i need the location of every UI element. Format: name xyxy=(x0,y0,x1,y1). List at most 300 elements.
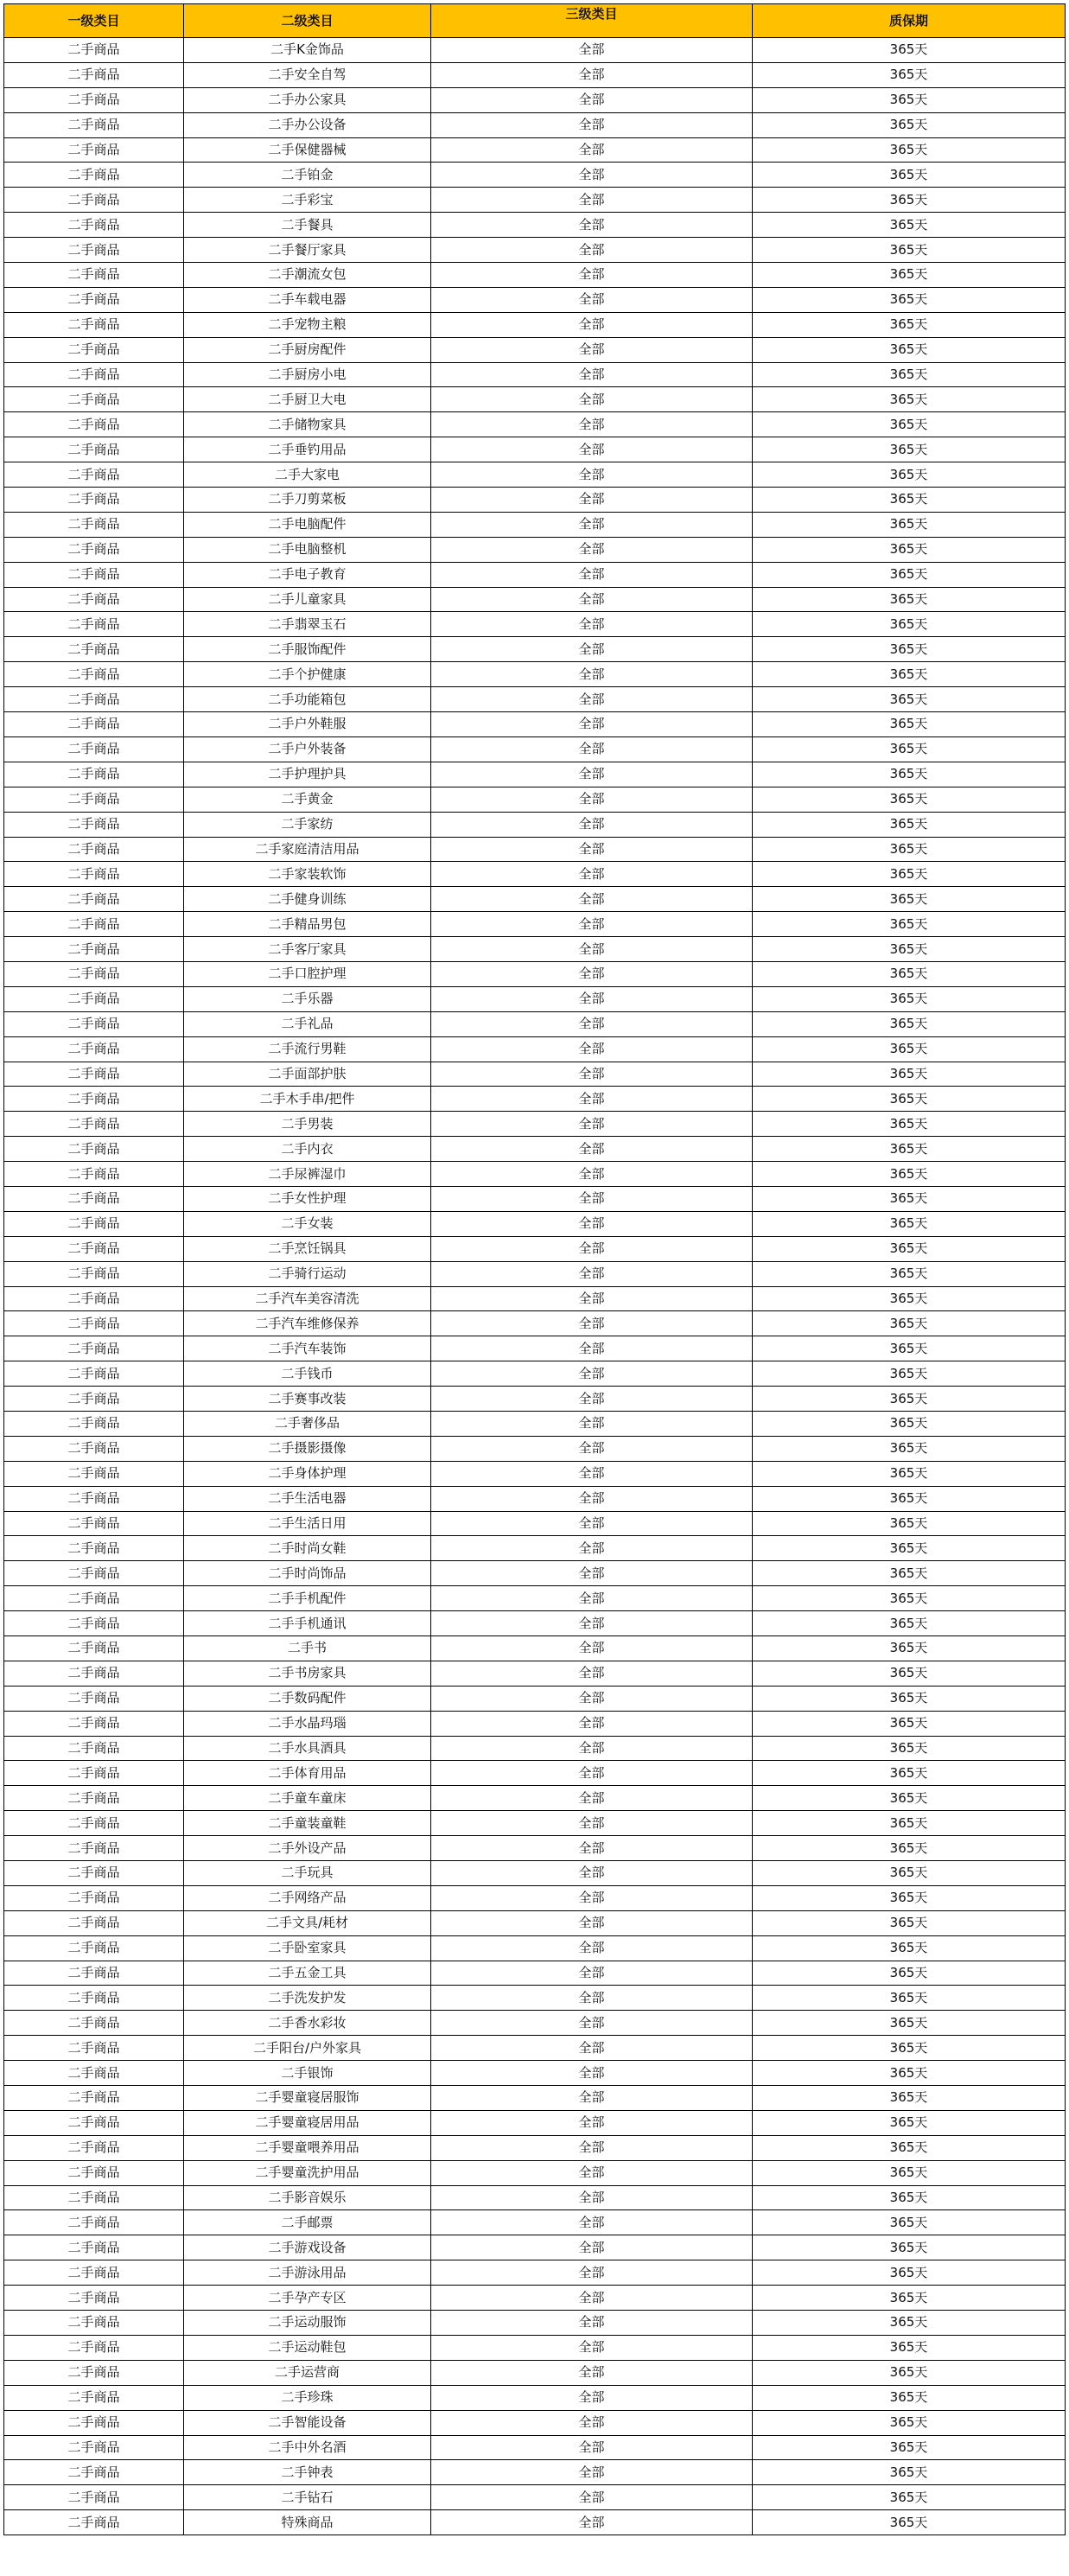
table-row xyxy=(4,112,1066,137)
cell-level1-category: 二手商品 xyxy=(4,2311,184,2336)
table-row xyxy=(4,137,1066,163)
cell-level3-category: 全部 xyxy=(431,2435,753,2460)
cell-warranty-period: 365天 xyxy=(753,1436,1066,1461)
cell-level2-category: 二手书 xyxy=(184,1636,431,1661)
cell-level3-category: 全部 xyxy=(431,1137,753,1162)
cell-warranty-period: 365天 xyxy=(753,762,1066,787)
cell-level1-category: 二手商品 xyxy=(4,2235,184,2260)
cell-level2-category: 二手钟表 xyxy=(184,2460,431,2485)
cell-level1-category: 二手商品 xyxy=(4,787,184,812)
header-warranty-period: 质保期 xyxy=(753,4,1066,38)
cell-warranty-period: 365天 xyxy=(753,912,1066,937)
cell-level3-category: 全部 xyxy=(431,2160,753,2185)
cell-warranty-period: 365天 xyxy=(753,736,1066,762)
cell-level3-category: 全部 xyxy=(431,2360,753,2385)
cell-level1-category: 二手商品 xyxy=(4,1736,184,1761)
cell-level3-category: 全部 xyxy=(431,263,753,288)
cell-level2-category: 二手功能箱包 xyxy=(184,687,431,712)
cell-level3-category: 全部 xyxy=(431,912,753,937)
cell-level2-category: 二手手机配件 xyxy=(184,1586,431,1611)
cell-level2-category: 特殊商品 xyxy=(184,2510,431,2535)
cell-level2-category: 二手卧室家具 xyxy=(184,1935,431,1961)
cell-level3-category: 全部 xyxy=(431,137,753,163)
cell-level3-category: 全部 xyxy=(431,1711,753,1736)
cell-level1-category: 二手商品 xyxy=(4,1636,184,1661)
table-row xyxy=(4,1661,1066,1686)
cell-level1-category: 二手商品 xyxy=(4,1536,184,1561)
cell-level1-category: 二手商品 xyxy=(4,2011,184,2036)
cell-level1-category: 二手商品 xyxy=(4,163,184,188)
cell-level2-category: 二手护理护具 xyxy=(184,762,431,787)
cell-level3-category: 全部 xyxy=(431,1836,753,1861)
table-row xyxy=(4,2011,1066,2036)
cell-level1-category: 二手商品 xyxy=(4,912,184,937)
cell-warranty-period: 365天 xyxy=(753,163,1066,188)
cell-level1-category: 二手商品 xyxy=(4,1087,184,1112)
cell-level1-category: 二手商品 xyxy=(4,2410,184,2435)
cell-warranty-period: 365天 xyxy=(753,1286,1066,1311)
cell-level3-category: 全部 xyxy=(431,1311,753,1336)
cell-warranty-period: 365天 xyxy=(753,1986,1066,2011)
header-level3-category: 三级类目 xyxy=(431,4,753,38)
cell-level1-category: 二手商品 xyxy=(4,1261,184,1286)
cell-level2-category: 二手外设产品 xyxy=(184,1836,431,1861)
cell-warranty-period: 365天 xyxy=(753,312,1066,337)
cell-level1-category: 二手商品 xyxy=(4,1711,184,1736)
cell-warranty-period: 365天 xyxy=(753,1586,1066,1611)
table-row xyxy=(4,1986,1066,2011)
cell-level3-category: 全部 xyxy=(431,1961,753,1986)
table-row xyxy=(4,986,1066,1011)
cell-level2-category: 二手女性护理 xyxy=(184,1186,431,1211)
cell-level1-category: 二手商品 xyxy=(4,1836,184,1861)
cell-warranty-period: 365天 xyxy=(753,2061,1066,2086)
cell-level3-category: 全部 xyxy=(431,1661,753,1686)
cell-level3-category: 全部 xyxy=(431,2036,753,2061)
cell-level3-category: 全部 xyxy=(431,2510,753,2535)
cell-warranty-period: 365天 xyxy=(753,1761,1066,1786)
cell-level2-category: 二手大家电 xyxy=(184,462,431,488)
cell-level2-category: 二手骑行运动 xyxy=(184,1261,431,1286)
cell-level3-category: 全部 xyxy=(431,1162,753,1187)
cell-level3-category: 全部 xyxy=(431,937,753,962)
cell-level1-category: 二手商品 xyxy=(4,1935,184,1961)
table-row xyxy=(4,213,1066,238)
cell-level1-category: 二手商品 xyxy=(4,937,184,962)
cell-level3-category: 全部 xyxy=(431,2011,753,2036)
cell-warranty-period: 365天 xyxy=(753,337,1066,362)
cell-level3-category: 全部 xyxy=(431,1885,753,1910)
cell-level3-category: 全部 xyxy=(431,1436,753,1461)
cell-level1-category: 二手商品 xyxy=(4,1511,184,1536)
cell-level1-category: 二手商品 xyxy=(4,1411,184,1436)
cell-warranty-period: 365天 xyxy=(753,1885,1066,1910)
cell-level3-category: 全部 xyxy=(431,736,753,762)
cell-level1-category: 二手商品 xyxy=(4,437,184,462)
cell-level1-category: 二手商品 xyxy=(4,1611,184,1636)
cell-level3-category: 全部 xyxy=(431,887,753,912)
cell-level1-category: 二手商品 xyxy=(4,1811,184,1836)
cell-level3-category: 全部 xyxy=(431,837,753,862)
cell-warranty-period: 365天 xyxy=(753,2036,1066,2061)
cell-level3-category: 全部 xyxy=(431,687,753,712)
cell-level3-category: 全部 xyxy=(431,188,753,213)
cell-level3-category: 全部 xyxy=(431,562,753,587)
cell-warranty-period: 365天 xyxy=(753,1935,1066,1961)
cell-level1-category: 二手商品 xyxy=(4,1661,184,1686)
cell-level2-category: 二手储物家具 xyxy=(184,412,431,437)
cell-level3-category: 全部 xyxy=(431,1036,753,1062)
cell-level2-category: 二手个护健康 xyxy=(184,662,431,687)
cell-level3-category: 全部 xyxy=(431,2335,753,2360)
cell-level3-category: 全部 xyxy=(431,1935,753,1961)
cell-level1-category: 二手商品 xyxy=(4,1436,184,1461)
cell-level3-category: 全部 xyxy=(431,1811,753,1836)
cell-level2-category: 二手家庭清洁用品 xyxy=(184,837,431,862)
cell-level3-category: 全部 xyxy=(431,2485,753,2510)
table-row xyxy=(4,687,1066,712)
cell-warranty-period: 365天 xyxy=(753,1236,1066,1261)
table-row xyxy=(4,87,1066,112)
cell-level3-category: 全部 xyxy=(431,163,753,188)
cell-level2-category: 二手香水彩妆 xyxy=(184,2011,431,2036)
cell-level3-category: 全部 xyxy=(431,1461,753,1486)
cell-level2-category: 二手运动鞋包 xyxy=(184,2335,431,2360)
cell-level2-category: 二手时尚饰品 xyxy=(184,1561,431,1586)
cell-warranty-period: 365天 xyxy=(753,38,1066,63)
cell-warranty-period: 365天 xyxy=(753,2485,1066,2510)
table-row xyxy=(4,637,1066,662)
cell-warranty-period: 365天 xyxy=(753,2286,1066,2311)
cell-warranty-period: 365天 xyxy=(753,2210,1066,2235)
cell-level2-category: 二手女装 xyxy=(184,1211,431,1236)
table-row xyxy=(4,2036,1066,2061)
table-row xyxy=(4,462,1066,488)
cell-level2-category: 二手保健器械 xyxy=(184,137,431,163)
cell-level1-category: 二手商品 xyxy=(4,2061,184,2086)
table-row xyxy=(4,287,1066,312)
cell-level2-category: 二手烹饪锅具 xyxy=(184,1236,431,1261)
cell-level2-category: 二手婴童喂养用品 xyxy=(184,2135,431,2160)
cell-warranty-period: 365天 xyxy=(753,2110,1066,2135)
cell-level3-category: 全部 xyxy=(431,1586,753,1611)
cell-level1-category: 二手商品 xyxy=(4,287,184,312)
cell-warranty-period: 365天 xyxy=(753,1536,1066,1561)
cell-level1-category: 二手商品 xyxy=(4,2385,184,2410)
cell-level3-category: 全部 xyxy=(431,387,753,412)
cell-level1-category: 二手商品 xyxy=(4,736,184,762)
table-row xyxy=(4,1011,1066,1036)
cell-warranty-period: 365天 xyxy=(753,1387,1066,1412)
cell-warranty-period: 365天 xyxy=(753,1811,1066,1836)
cell-level3-category: 全部 xyxy=(431,437,753,462)
cell-level1-category: 二手商品 xyxy=(4,1861,184,1886)
cell-warranty-period: 365天 xyxy=(753,287,1066,312)
cell-level3-category: 全部 xyxy=(431,462,753,488)
cell-warranty-period: 365天 xyxy=(753,437,1066,462)
cell-warranty-period: 365天 xyxy=(753,112,1066,137)
cell-level3-category: 全部 xyxy=(431,2311,753,2336)
table-row xyxy=(4,1062,1066,1087)
cell-warranty-period: 365天 xyxy=(753,1836,1066,1861)
cell-warranty-period: 365天 xyxy=(753,263,1066,288)
cell-level1-category: 二手商品 xyxy=(4,112,184,137)
table-row xyxy=(4,163,1066,188)
cell-warranty-period: 365天 xyxy=(753,2385,1066,2410)
table-row xyxy=(4,488,1066,513)
cell-warranty-period: 365天 xyxy=(753,2311,1066,2336)
table-row xyxy=(4,1162,1066,1187)
cell-level2-category: 二手婴童洗护用品 xyxy=(184,2160,431,2185)
cell-warranty-period: 365天 xyxy=(753,2185,1066,2210)
cell-level2-category: 二手口腔护理 xyxy=(184,961,431,986)
cell-level1-category: 二手商品 xyxy=(4,837,184,862)
cell-level1-category: 二手商品 xyxy=(4,637,184,662)
cell-level3-category: 全部 xyxy=(431,488,753,513)
table-row xyxy=(4,2311,1066,2336)
cell-level1-category: 二手商品 xyxy=(4,612,184,637)
table-body xyxy=(4,38,1066,2535)
cell-level1-category: 二手商品 xyxy=(4,1910,184,1935)
cell-warranty-period: 365天 xyxy=(753,1336,1066,1361)
cell-warranty-period: 365天 xyxy=(753,712,1066,737)
cell-level3-category: 全部 xyxy=(431,1112,753,1137)
table-row xyxy=(4,1736,1066,1761)
cell-level3-category: 全部 xyxy=(431,1786,753,1811)
cell-level1-category: 二手商品 xyxy=(4,986,184,1011)
cell-level2-category: 二手厨房配件 xyxy=(184,337,431,362)
cell-level1-category: 二手商品 xyxy=(4,1461,184,1486)
cell-warranty-period: 365天 xyxy=(753,87,1066,112)
table-row xyxy=(4,1436,1066,1461)
cell-level1-category: 二手商品 xyxy=(4,662,184,687)
cell-level3-category: 全部 xyxy=(431,512,753,537)
cell-warranty-period: 365天 xyxy=(753,1611,1066,1636)
table-row xyxy=(4,1885,1066,1910)
table-row xyxy=(4,62,1066,87)
table-row xyxy=(4,662,1066,687)
cell-level1-category: 二手商品 xyxy=(4,488,184,513)
cell-level1-category: 二手商品 xyxy=(4,1786,184,1811)
cell-level3-category: 全部 xyxy=(431,1336,753,1361)
cell-level1-category: 二手商品 xyxy=(4,1236,184,1261)
cell-warranty-period: 365天 xyxy=(753,2086,1066,2111)
cell-level2-category: 二手智能设备 xyxy=(184,2410,431,2435)
table-row xyxy=(4,2460,1066,2485)
cell-level1-category: 二手商品 xyxy=(4,862,184,887)
cell-level2-category: 二手玩具 xyxy=(184,1861,431,1886)
cell-level2-category: 二手流行男鞋 xyxy=(184,1036,431,1062)
cell-level1-category: 二手商品 xyxy=(4,387,184,412)
cell-warranty-period: 365天 xyxy=(753,1361,1066,1387)
cell-level3-category: 全部 xyxy=(431,637,753,662)
cell-level2-category: 二手车载电器 xyxy=(184,287,431,312)
cell-level3-category: 全部 xyxy=(431,787,753,812)
cell-warranty-period: 365天 xyxy=(753,1861,1066,1886)
cell-level3-category: 全部 xyxy=(431,2061,753,2086)
table-row xyxy=(4,263,1066,288)
cell-warranty-period: 365天 xyxy=(753,2335,1066,2360)
cell-level2-category: 二手健身训练 xyxy=(184,887,431,912)
cell-level1-category: 二手商品 xyxy=(4,312,184,337)
cell-level3-category: 全部 xyxy=(431,762,753,787)
cell-level3-category: 全部 xyxy=(431,2135,753,2160)
cell-level2-category: 二手银饰 xyxy=(184,2061,431,2086)
cell-warranty-period: 365天 xyxy=(753,687,1066,712)
cell-level3-category: 全部 xyxy=(431,1286,753,1311)
cell-level1-category: 二手商品 xyxy=(4,62,184,87)
cell-level2-category: 二手身体护理 xyxy=(184,1461,431,1486)
cell-warranty-period: 365天 xyxy=(753,1461,1066,1486)
cell-level2-category: 二手餐厅家具 xyxy=(184,238,431,263)
cell-warranty-period: 365天 xyxy=(753,787,1066,812)
table-row xyxy=(4,537,1066,562)
cell-level2-category: 二手时尚女鞋 xyxy=(184,1536,431,1561)
cell-warranty-period: 365天 xyxy=(753,2460,1066,2485)
cell-level2-category: 二手书房家具 xyxy=(184,1661,431,1686)
cell-level1-category: 二手商品 xyxy=(4,2110,184,2135)
table-row xyxy=(4,412,1066,437)
cell-level3-category: 全部 xyxy=(431,662,753,687)
cell-level3-category: 全部 xyxy=(431,1387,753,1412)
cell-level2-category: 二手中外名酒 xyxy=(184,2435,431,2460)
cell-warranty-period: 365天 xyxy=(753,137,1066,163)
cell-level2-category: 二手文具/耗材 xyxy=(184,1910,431,1935)
table-row xyxy=(4,38,1066,63)
cell-level1-category: 二手商品 xyxy=(4,1186,184,1211)
cell-warranty-period: 365天 xyxy=(753,812,1066,837)
cell-level2-category: 二手家纺 xyxy=(184,812,431,837)
cell-level1-category: 二手商品 xyxy=(4,2260,184,2286)
cell-level2-category: 二手水具酒具 xyxy=(184,1736,431,1761)
table-row xyxy=(4,1486,1066,1511)
cell-level2-category: 二手潮流女包 xyxy=(184,263,431,288)
cell-warranty-period: 365天 xyxy=(753,1561,1066,1586)
cell-level3-category: 全部 xyxy=(431,87,753,112)
cell-warranty-period: 365天 xyxy=(753,961,1066,986)
cell-warranty-period: 365天 xyxy=(753,1411,1066,1436)
cell-level3-category: 全部 xyxy=(431,2410,753,2435)
cell-warranty-period: 365天 xyxy=(753,2510,1066,2535)
cell-level1-category: 二手商品 xyxy=(4,2135,184,2160)
cell-level2-category: 二手汽车装饰 xyxy=(184,1336,431,1361)
cell-level2-category: 二手生活电器 xyxy=(184,1486,431,1511)
header-row xyxy=(4,4,1066,38)
cell-level1-category: 二手商品 xyxy=(4,2335,184,2360)
cell-level3-category: 全部 xyxy=(431,2110,753,2135)
table-row xyxy=(4,1561,1066,1586)
cell-warranty-period: 365天 xyxy=(753,387,1066,412)
cell-level2-category: 二手家装软饰 xyxy=(184,862,431,887)
cell-level1-category: 二手商品 xyxy=(4,1961,184,1986)
cell-level1-category: 二手商品 xyxy=(4,512,184,537)
cell-warranty-period: 365天 xyxy=(753,362,1066,387)
table-row xyxy=(4,312,1066,337)
table-row xyxy=(4,2061,1066,2086)
cell-level2-category: 二手木手串/把件 xyxy=(184,1087,431,1112)
cell-level1-category: 二手商品 xyxy=(4,887,184,912)
table-row xyxy=(4,1511,1066,1536)
cell-level1-category: 二手商品 xyxy=(4,1561,184,1586)
cell-level1-category: 二手商品 xyxy=(4,1336,184,1361)
cell-level2-category: 二手宠物主粮 xyxy=(184,312,431,337)
cell-level3-category: 全部 xyxy=(431,2185,753,2210)
cell-level3-category: 全部 xyxy=(431,537,753,562)
cell-level2-category: 二手童车童床 xyxy=(184,1786,431,1811)
cell-warranty-period: 365天 xyxy=(753,887,1066,912)
cell-level2-category: 二手翡翠玉石 xyxy=(184,612,431,637)
cell-warranty-period: 365天 xyxy=(753,612,1066,637)
table-row xyxy=(4,2510,1066,2535)
table-row xyxy=(4,1461,1066,1486)
cell-level2-category: 二手尿裤湿巾 xyxy=(184,1162,431,1187)
cell-warranty-period: 365天 xyxy=(753,986,1066,1011)
cell-level2-category: 二手办公设备 xyxy=(184,112,431,137)
cell-level1-category: 二手商品 xyxy=(4,2485,184,2510)
cell-level2-category: 二手餐具 xyxy=(184,213,431,238)
cell-level2-category: 二手婴童寝居用品 xyxy=(184,2110,431,2135)
cell-level3-category: 全部 xyxy=(431,2210,753,2235)
cell-warranty-period: 365天 xyxy=(753,1736,1066,1761)
cell-level2-category: 二手电脑配件 xyxy=(184,512,431,537)
cell-level1-category: 二手商品 xyxy=(4,1011,184,1036)
cell-level2-category: 二手摄影摄像 xyxy=(184,1436,431,1461)
cell-warranty-period: 365天 xyxy=(753,2235,1066,2260)
cell-level1-category: 二手商品 xyxy=(4,362,184,387)
cell-level3-category: 全部 xyxy=(431,2086,753,2111)
cell-warranty-period: 365天 xyxy=(753,537,1066,562)
cell-level3-category: 全部 xyxy=(431,1261,753,1286)
cell-level3-category: 全部 xyxy=(431,812,753,837)
warranty-table xyxy=(3,3,1066,2535)
cell-level3-category: 全部 xyxy=(431,38,753,63)
table-row xyxy=(4,2286,1066,2311)
cell-level3-category: 全部 xyxy=(431,1411,753,1436)
cell-level1-category: 二手商品 xyxy=(4,87,184,112)
table-row xyxy=(4,2260,1066,2286)
cell-level3-category: 全部 xyxy=(431,1486,753,1511)
warranty-sheet xyxy=(3,3,1065,2535)
table-row xyxy=(4,337,1066,362)
cell-level1-category: 二手商品 xyxy=(4,812,184,837)
cell-level3-category: 全部 xyxy=(431,213,753,238)
table-row xyxy=(4,2385,1066,2410)
cell-level2-category: 二手汽车美容清洗 xyxy=(184,1286,431,1311)
cell-level3-category: 全部 xyxy=(431,362,753,387)
cell-level2-category: 二手办公家具 xyxy=(184,87,431,112)
cell-warranty-period: 365天 xyxy=(753,1686,1066,1711)
cell-level1-category: 二手商品 xyxy=(4,1137,184,1162)
cell-level1-category: 二手商品 xyxy=(4,2210,184,2235)
cell-level3-category: 全部 xyxy=(431,312,753,337)
cell-level3-category: 全部 xyxy=(431,1986,753,2011)
cell-level3-category: 全部 xyxy=(431,1861,753,1886)
cell-level2-category: 二手服饰配件 xyxy=(184,637,431,662)
cell-level1-category: 二手商品 xyxy=(4,2435,184,2460)
table-row xyxy=(4,1286,1066,1311)
table-row xyxy=(4,1137,1066,1162)
cell-level1-category: 二手商品 xyxy=(4,2460,184,2485)
table-row xyxy=(4,787,1066,812)
cell-level1-category: 二手商品 xyxy=(4,961,184,986)
cell-level1-category: 二手商品 xyxy=(4,1286,184,1311)
cell-level1-category: 二手商品 xyxy=(4,1062,184,1087)
table-row xyxy=(4,2435,1066,2460)
cell-level2-category: 二手厨房小电 xyxy=(184,362,431,387)
cell-level1-category: 二手商品 xyxy=(4,2036,184,2061)
table-row xyxy=(4,2135,1066,2160)
cell-level2-category: 二手户外鞋服 xyxy=(184,712,431,737)
